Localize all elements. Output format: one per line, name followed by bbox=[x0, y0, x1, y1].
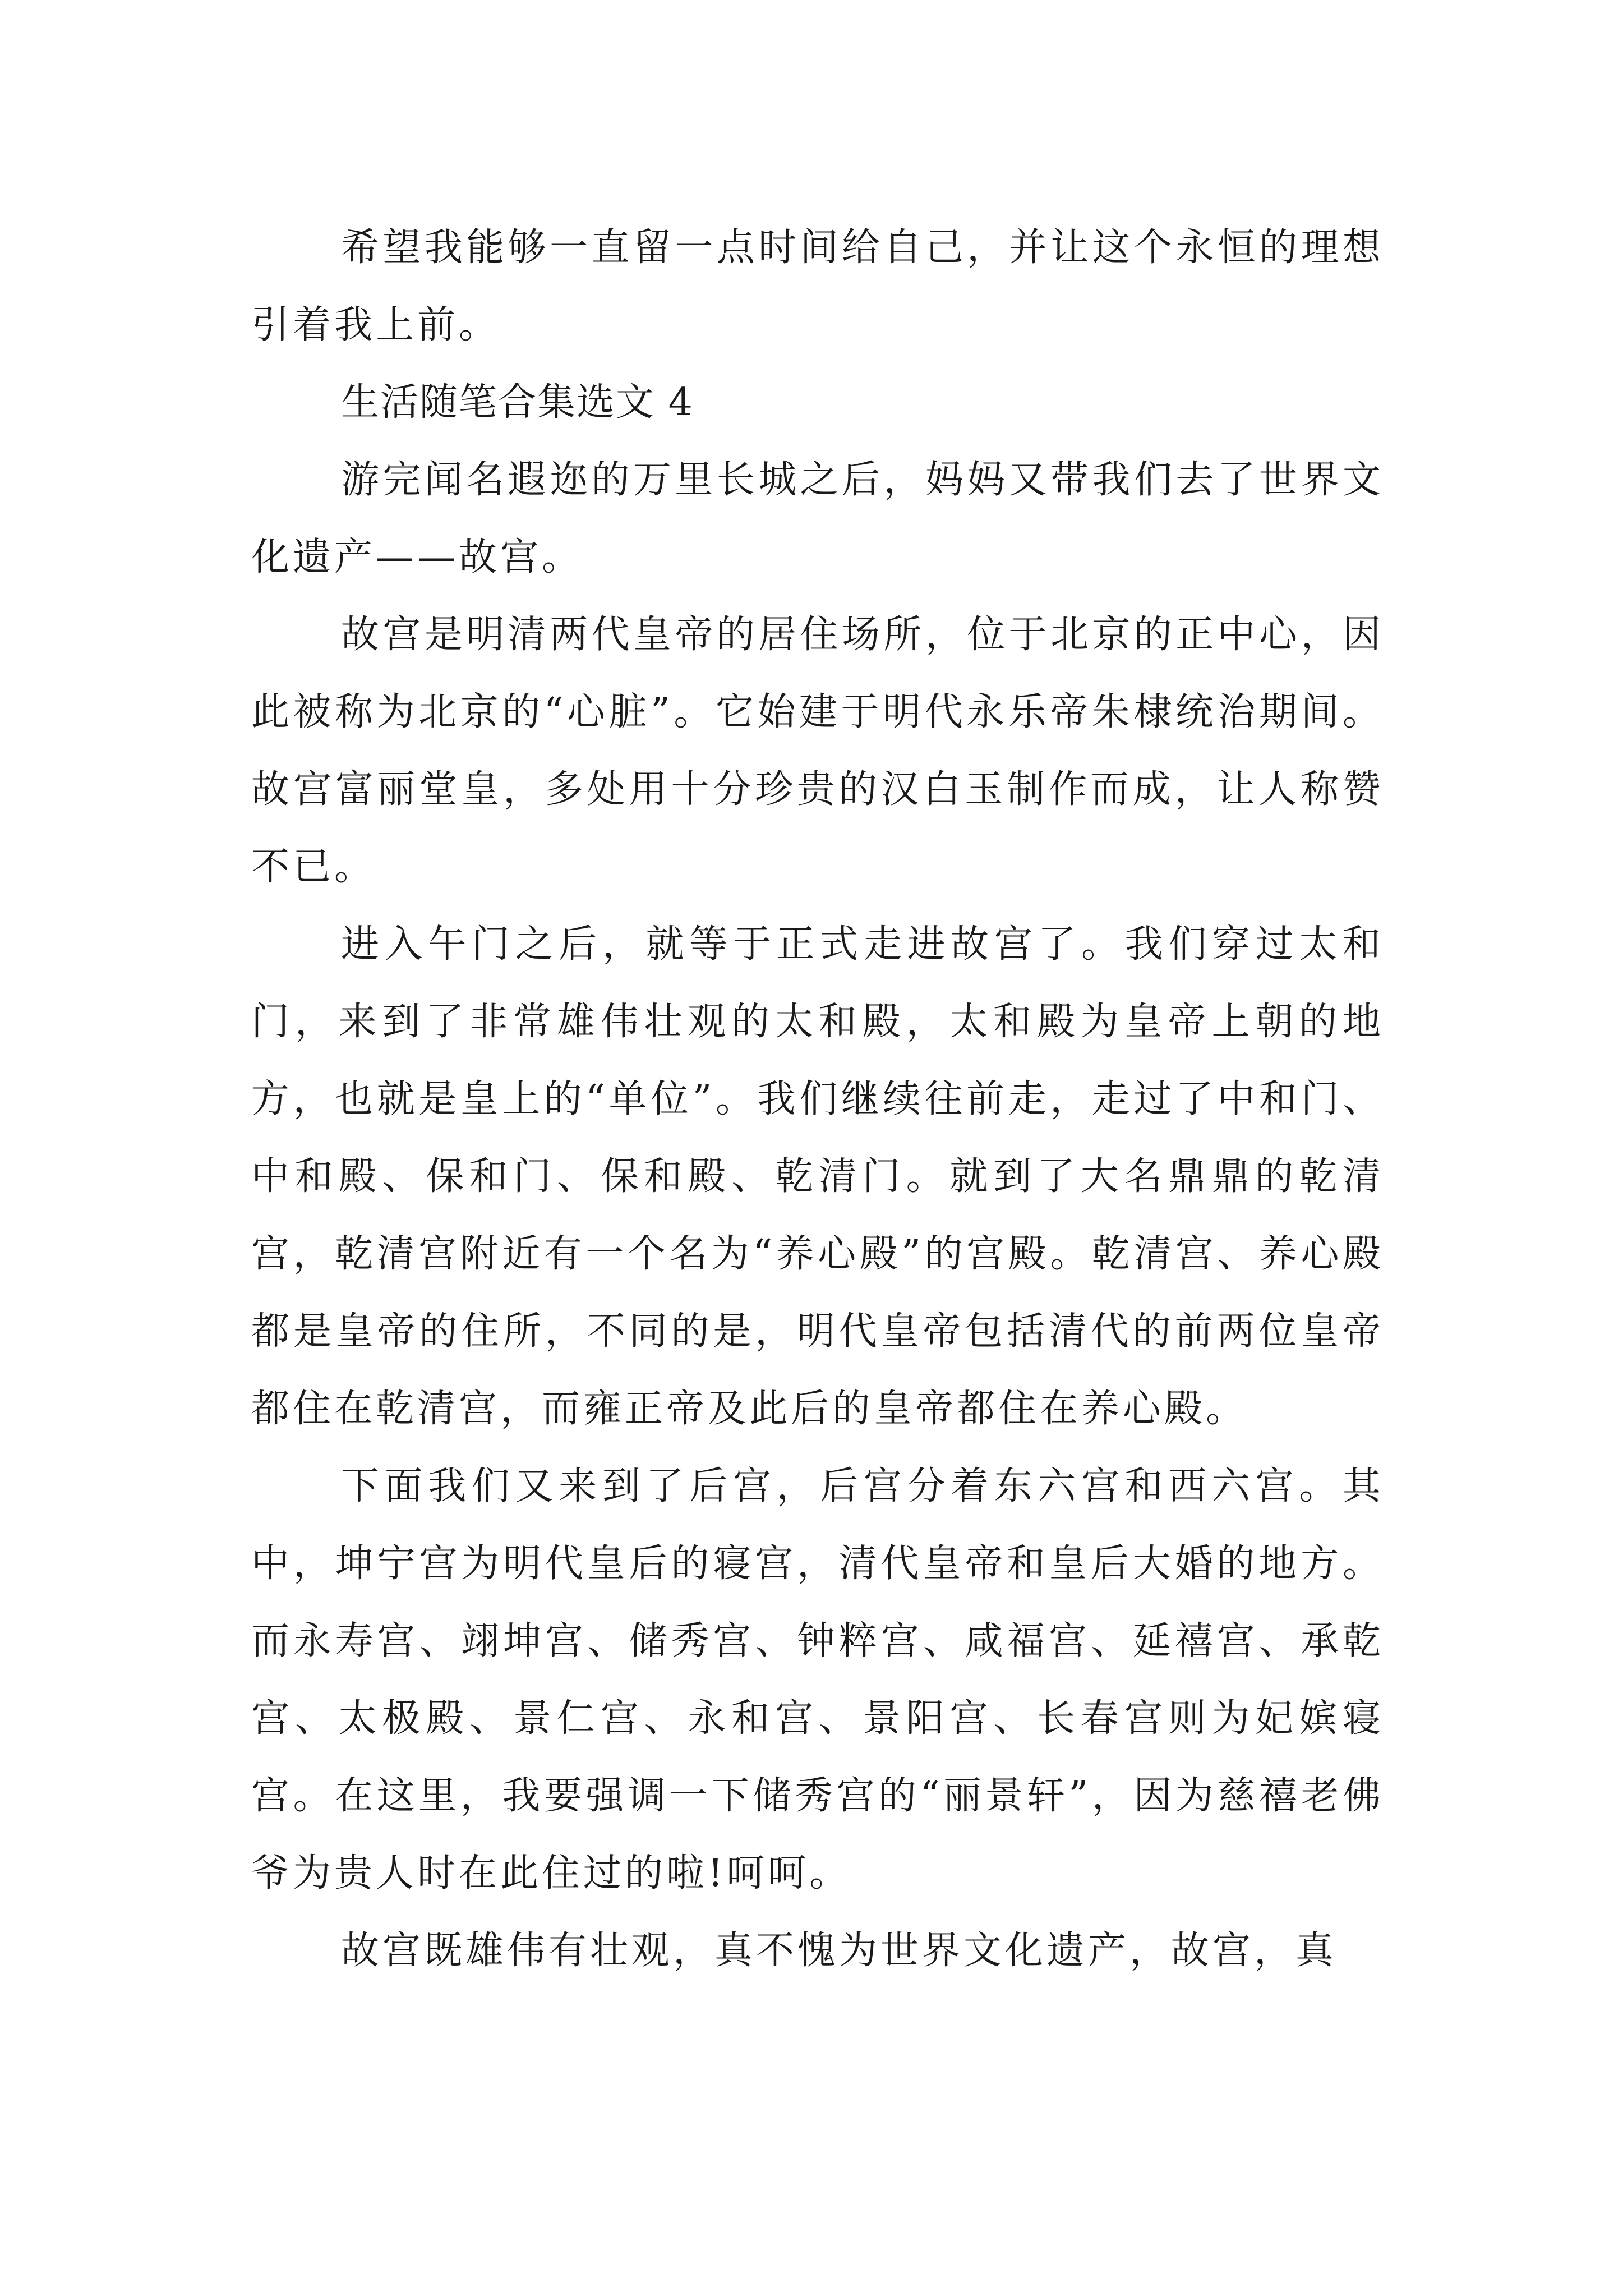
section-heading: 生活随笔合集选文 4 bbox=[341, 380, 694, 425]
paragraph-conclusion: 故宫既雄伟有壮观，真不愧为世界文化遗产，故宫，真 bbox=[341, 1929, 1338, 1973]
paragraph-back-palace: 下面我们又来到了后宫，后宫分着东六宫和西六宫。其中，坤宁宫为明代皇后的寝宫，清代皇帝和皇后大婚的地方。而永寿宫、翊坤宫、储秀宫、钟粹宫、咸福宫、延禧宫、承乾宫、太极殿、景仁宫、永和宫、景阳宫、长春宫则为妃嫔寝宫。在这里，我要强调一下储秀宫的“丽景轩”，因为慈禧老佛爷为贵人时在此住过的啦!呵呵。 bbox=[251, 1464, 1384, 1895]
paragraph-wumen: 进入午门之后，就等于正式走进故宫了。我们穿过太和门，来到了非常雄伟壮观的太和殿，太和殿为皇帝上朝的地方，也就是皇上的“单位”。我们继续往前走，走过了中和门、中和殿、保和门、保和殿、乾清门。就到了大名鼎鼎的乾清宫，乾清宫附近有一个名为“养心殿”的宫殿。乾清宫、养心殿都是皇帝的住所，不同的是，明代皇帝包括清代的前两位皇帝都住在乾清宫，而雍正帝及此后的皇帝都住在养心殿。 bbox=[251, 922, 1384, 1431]
paragraph-closing-wish: 希望我能够一直留一点时间给自己，并让这个永恒的理想引着我上前。 bbox=[251, 226, 1384, 347]
paragraph-intro: 游完闻名遐迩的万里长城之后，妈妈又带我们去了世界文化遗产——故宫。 bbox=[251, 458, 1384, 579]
paragraph-forbidden-city: 故宫是明清两代皇帝的居住场所，位于北京的正中心，因此被称为北京的“心脏”。它始建于明代永乐帝朱棣统治期间。故宫富丽堂皇，多处用十分珍贵的汉白玉制作而成，让人称赞不已。 bbox=[251, 613, 1384, 889]
document-body bbox=[251, 209, 1384, 1990]
